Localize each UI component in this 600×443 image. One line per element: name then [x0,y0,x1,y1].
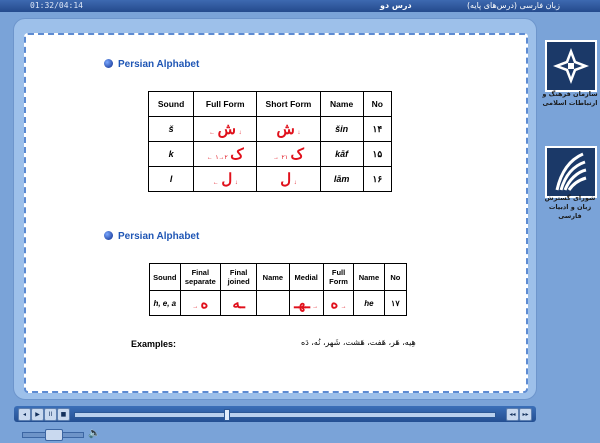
emblem-icon [551,46,591,86]
progress-knob[interactable] [224,409,230,421]
wheat-emblem-icon [551,150,591,194]
medial-cell: ـهـ → [289,291,323,316]
bullet-icon [104,59,113,68]
sound-cell: š [149,117,194,142]
number-cell: ۱۶ [363,167,391,192]
name-cell: lām [320,167,363,192]
section-heading-2: Persian Alphabet [104,231,199,242]
col-header: Sound [149,92,194,117]
bullet-icon [104,231,113,240]
col-header: No [384,264,406,291]
title-bar [0,0,600,12]
progress-track[interactable] [74,412,496,418]
table-row [150,291,407,316]
col-header: Name [354,264,384,291]
name-cell [257,291,289,316]
col-header: Short Form [257,92,320,117]
col-header: Name [257,264,289,291]
name-cell: he [354,291,384,316]
alphabet-table-1 [148,91,392,192]
examples-label: Examples: [131,339,177,349]
name-cell: šin [320,117,363,142]
final-joined-cell: ـه [221,291,257,316]
app-title: زبان فارسی (درس‌های پایه) [466,1,560,10]
table-row [149,142,392,167]
col-header: No [363,92,391,117]
table-row [149,167,392,192]
number-cell: ۱۴ [363,117,391,142]
col-header: Final separate [180,264,220,291]
number-cell: ۱۷ [384,291,406,316]
forward-button[interactable]: ▸▸ [519,408,532,421]
table-header-row [150,264,407,291]
col-header: Final joined [221,264,257,291]
content-frame [13,18,537,400]
short-form-cell: ل ↓ [257,167,320,192]
organization-logo-1 [545,40,597,92]
full-form-cell: ← ل ↓ [194,167,257,192]
table-header-row [149,92,392,117]
full-form-cell: ← ش ↓ [194,117,257,142]
examples-text: هِیه، هَر، هَفت، هَشت، شَهر، نُه، دَه [301,338,416,347]
final-separate-cell: → ه [180,291,220,316]
number-cell: ۱۵ [363,142,391,167]
pause-button[interactable]: II [44,408,57,421]
sound-cell: k [149,142,194,167]
full-form-cell: ه → [323,291,353,316]
full-form-cell: ← ک ۲→۱ [194,142,257,167]
organization-logo-2 [545,146,597,198]
media-controls [14,406,536,422]
play-button[interactable]: ▶ [31,408,44,421]
col-header: Medial [289,264,323,291]
short-form-cell: ش ↓ [257,117,320,142]
organization-caption-2: شورای گسترش زبان و ادبیات فارسی [544,194,596,220]
sidebar [540,18,600,398]
section-heading-1: Persian Alphabet [104,59,199,70]
organization-caption-1: سازمان فرهنگ و ارتباطات اسلامی [542,90,598,107]
col-header: Full Form [323,264,353,291]
sound-cell: l [149,167,194,192]
volume-knob[interactable] [45,429,63,441]
sound-cell: h, e, a [150,291,181,316]
col-header: Name [320,92,363,117]
col-header: Sound [150,264,181,291]
playback-time: 01:32/04:14 [30,1,83,10]
short-form-cell: → ک ۲۱ [257,142,320,167]
lesson-title: درس دو [380,1,412,10]
col-header: Full Form [194,92,257,117]
speaker-icon[interactable]: 🔈 [88,428,101,439]
stop-button[interactable]: ■ [57,408,70,421]
rewind-button[interactable]: ◂◂ [506,408,519,421]
previous-button[interactable]: ◂ [18,408,31,421]
alphabet-table-2 [149,263,407,316]
name-cell: kāf [320,142,363,167]
table-row [149,117,392,142]
lesson-page [24,33,528,393]
